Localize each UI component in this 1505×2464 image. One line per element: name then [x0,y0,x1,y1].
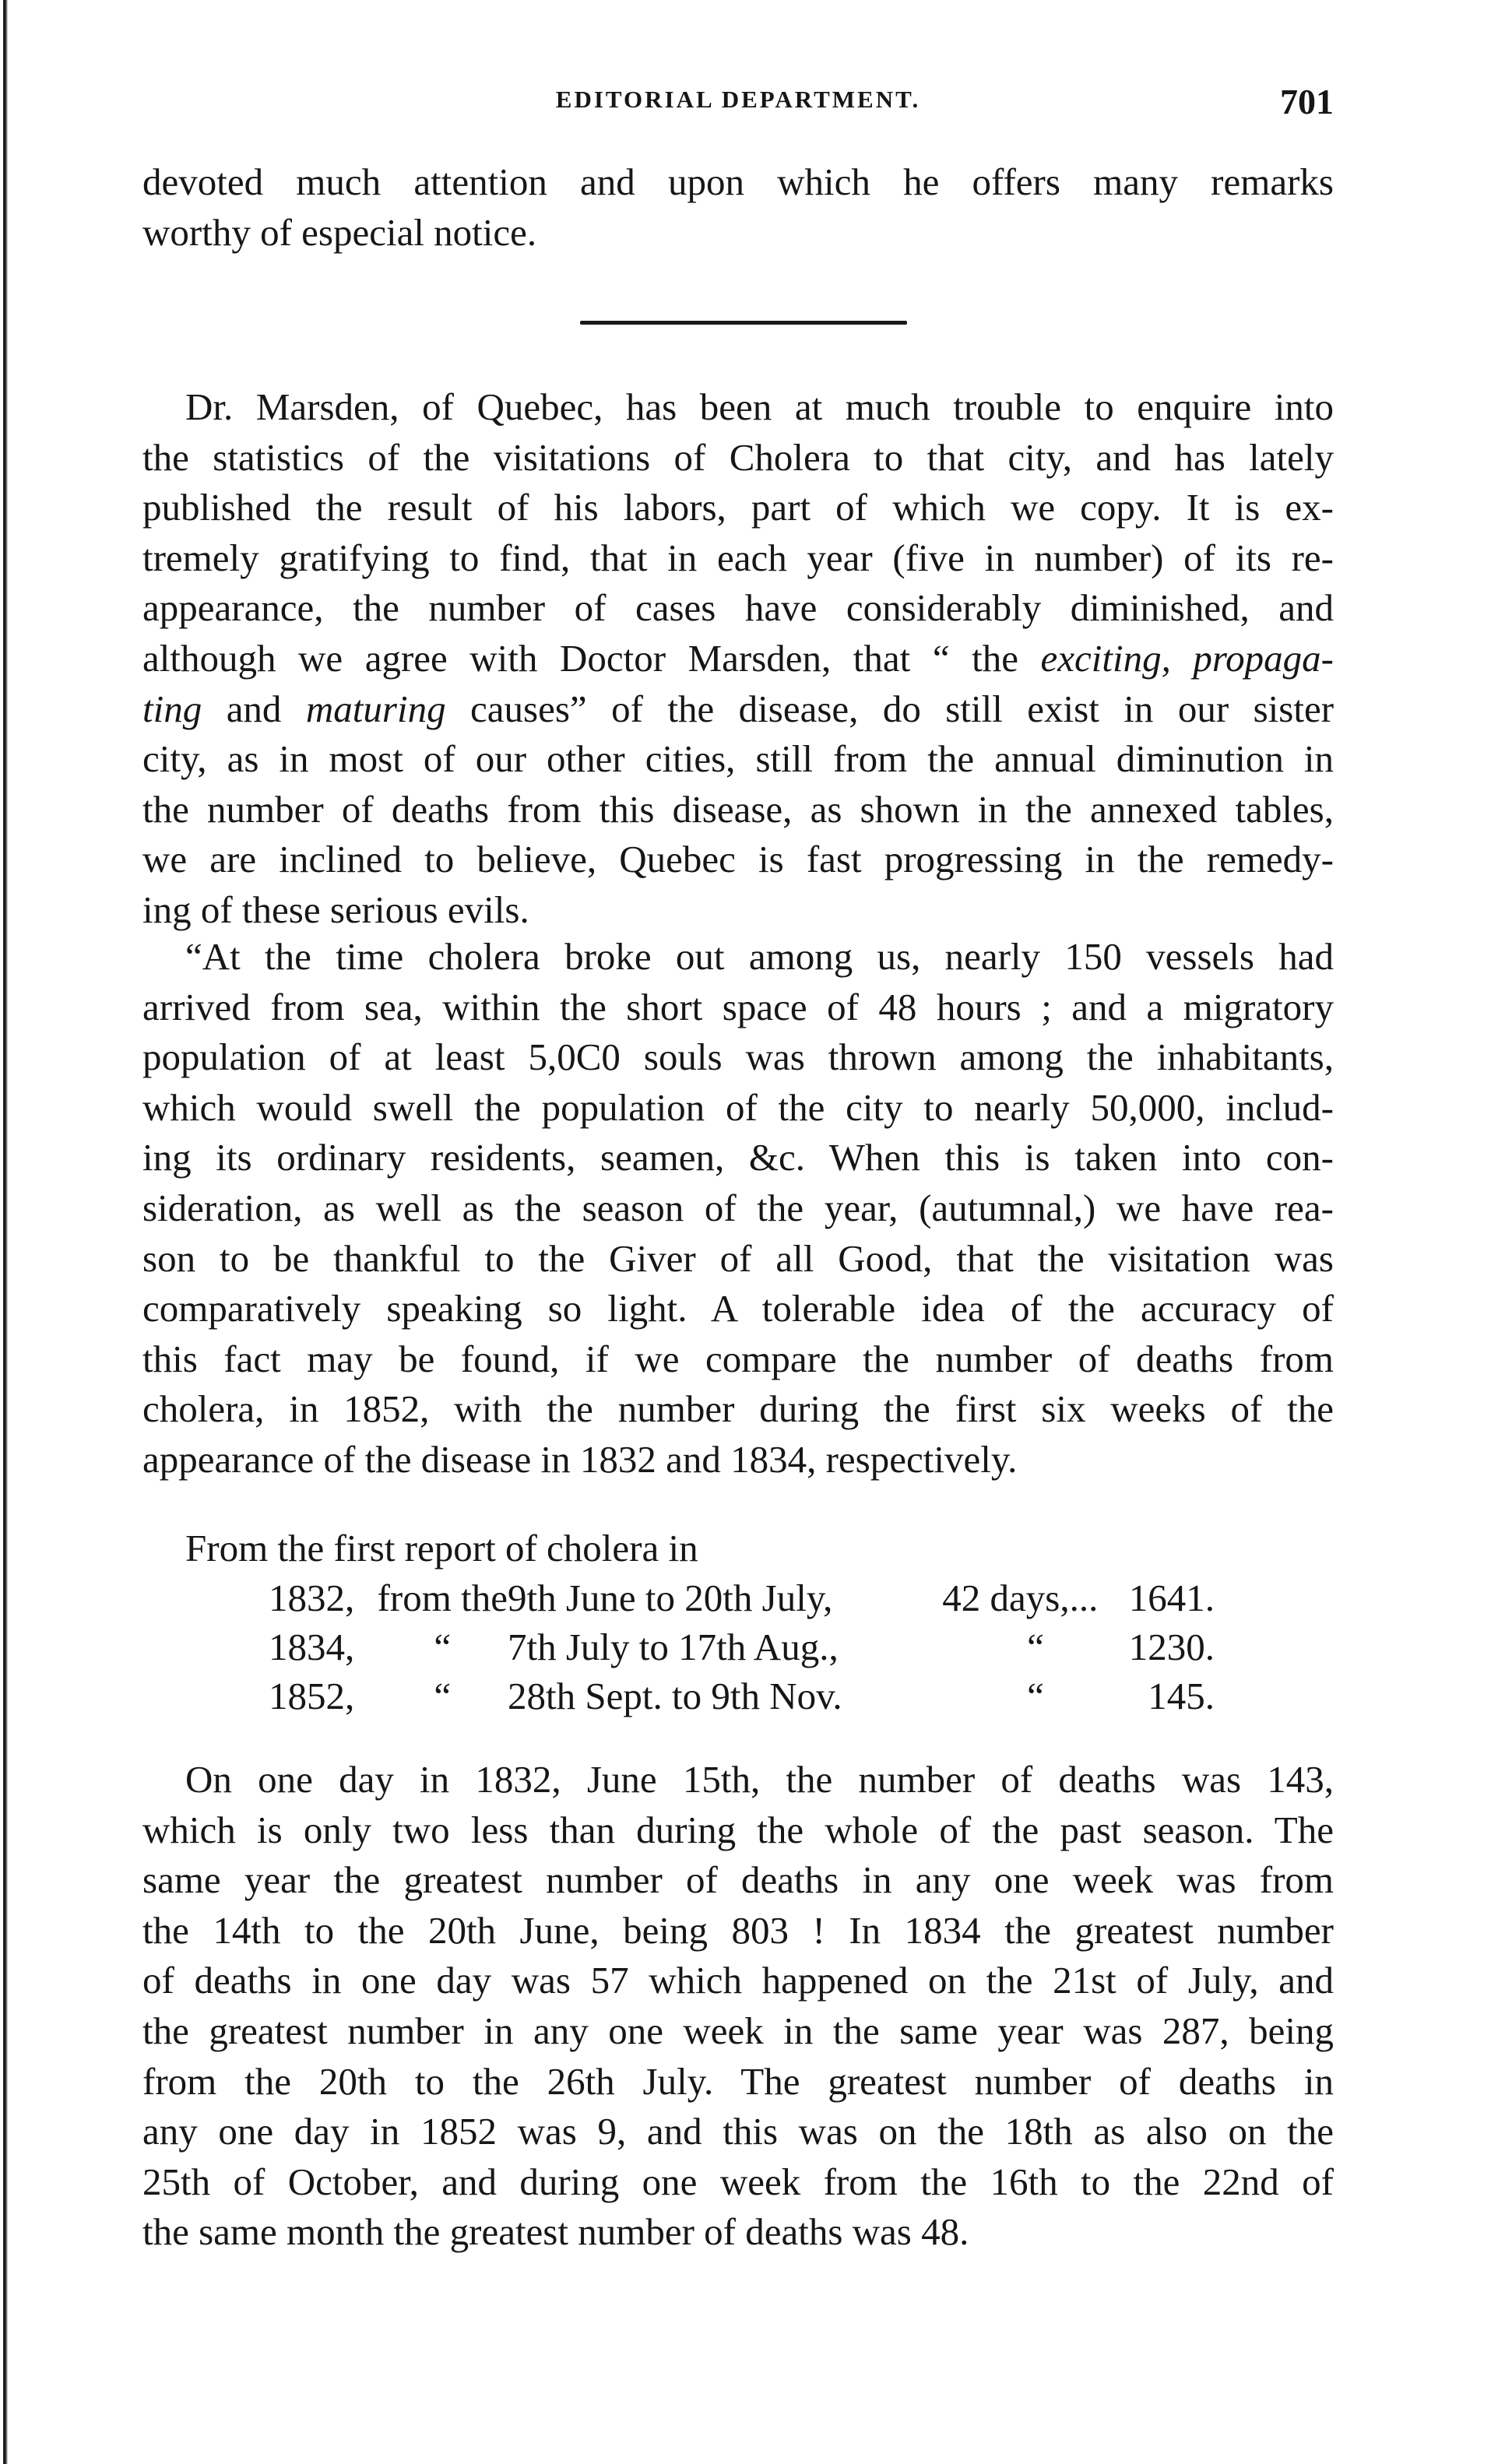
text-line: “At the time cholera broke out among us, nearly 150 vessels had [185,935,1334,978]
period-cell: 28th Sept. to 9th Nov. [507,1675,842,1717]
text-line: cholera, in 1852, with the number during the first six weeks of the [142,1387,1334,1431]
paragraph-quoted-report [142,932,1334,1485]
paragraph-death-statistics [142,1755,1334,2258]
days-cell: “ [1027,1626,1044,1668]
text-line: the greatest number in any one week in the same year was 287, being [142,2009,1334,2052]
days-cell: 42 days,... [942,1576,1099,1619]
text-line: same year the greatest number of deaths in any one week was from [142,1858,1334,1902]
deaths-cell: 1641. [1128,1576,1215,1619]
text-line: appearance, the number of cases have considerably diminished, and [142,586,1334,630]
paragraph-marsden-intro [142,382,1334,936]
text-line: worthy of especial notice. [142,210,537,254]
italic-word: exciting, [1040,636,1171,680]
text-line-with-quote [142,684,1334,735]
text-line: sideration, as well as the season of the year, (autumnal,) we have rea- [142,1186,1334,1229]
period-cell: 7th July to 17th Aug., [507,1626,839,1668]
text-line: of deaths in one day was 57 which happened on the 21st of July, and [142,1959,1334,2002]
text-run: causes” of the disease, do still exist in our sister [470,687,1334,730]
text-run: and [226,687,282,730]
table-intro: From the first report of cholera in [185,1527,698,1569]
text-line: Dr. Marsden, of Quebec, has been at much trouble to enquire into [185,385,1334,428]
text-line: ing its ordinary residents, seamen, &c. When this is taken into con- [142,1136,1334,1179]
paragraph-continuation [142,157,1334,258]
deaths-cell: 145. [1148,1675,1215,1717]
text-line: devoted much attention and upon which he offers many remarks [142,160,1334,203]
table-row [269,1576,1215,1625]
text-line: city, as in most of our other cities, still from the annual diminution in [142,737,1334,781]
italic-word: propaga- [1193,636,1334,680]
text-line: arrived from sea, within the short space of 48 hours ; and a migratory [142,985,1334,1028]
year-cell: 1832, [269,1576,355,1619]
text-line: son to be thankful to the Giver of all Good, that the visitation was [142,1236,1334,1280]
table-row [269,1625,1215,1674]
text-line: published the result of his labors, part of which we copy. It is ex- [142,486,1334,529]
period-cell: 9th June to 20th July, [507,1576,833,1619]
ditto-cell: “ [434,1626,452,1668]
text-line: On one day in 1832, June 15th, the number of deaths was 143, [185,1758,1334,1801]
year-cell: 1852, [269,1675,355,1717]
page-edge-shadow [3,0,8,2464]
text-line: this fact may be found, if we compare the number of deaths from [142,1337,1334,1380]
ditto-cell: from the [377,1576,508,1619]
year-cell: 1834, [269,1626,355,1668]
text-line: ing of these serious evils. [142,888,529,931]
running-head [142,81,1334,128]
page-number: 701 [1280,82,1334,121]
text-line: comparatively speaking so light. A tolerable idea of the accuracy of [142,1287,1334,1330]
ditto-cell: “ [434,1675,452,1717]
deaths-cell: 1230. [1128,1626,1215,1668]
text-run: although we agree with Doctor Marsden, that “ the [142,636,1018,680]
text-line: which is only two less than during the whole of the past season. The [142,1808,1334,1851]
text-line: the statistics of the visitations of Cholera to that city, and has lately [142,435,1334,479]
text-line: the number of deaths from this disease, as shown in the annexed tables, [142,787,1334,831]
table-row [269,1674,1215,1723]
text-line: tremely gratifying to find, that in each year (five in number) of its re- [142,536,1334,579]
cholera-report-table [269,1576,1215,1723]
section-divider [580,321,907,325]
days-cell: “ [1027,1675,1044,1717]
text-line: the same month the greatest number of deaths was 48. [142,2210,969,2254]
text-line: we are inclined to believe, Quebec is fast progressing in the remedy- [142,838,1334,881]
running-title: EDITORIAL DEPARTMENT. [555,86,921,113]
text-line: the 14th to the 20th June, being 803 ! In 1834 the greatest number [142,1908,1334,1952]
text-line: population of at least 5,0C0 souls was thrown among the inhabitants, [142,1035,1334,1079]
text-line: any one day in 1852 was 9, and this was on the 18th as also on the [142,2110,1334,2153]
text-line: which would swell the population of the city to nearly 50,000, includ- [142,1085,1334,1129]
text-line-with-quote [142,634,1334,684]
text-line: 25th of October, and during one week from the 16th to the 22nd of [142,2160,1334,2203]
italic-word: maturing [305,687,446,730]
italic-word: ting [142,687,202,730]
text-line: from the 20th to the 26th July. The greatest number of deaths in [142,2059,1334,2103]
text-line: appearance of the disease in 1832 and 1834, respectively. [142,1437,1018,1481]
